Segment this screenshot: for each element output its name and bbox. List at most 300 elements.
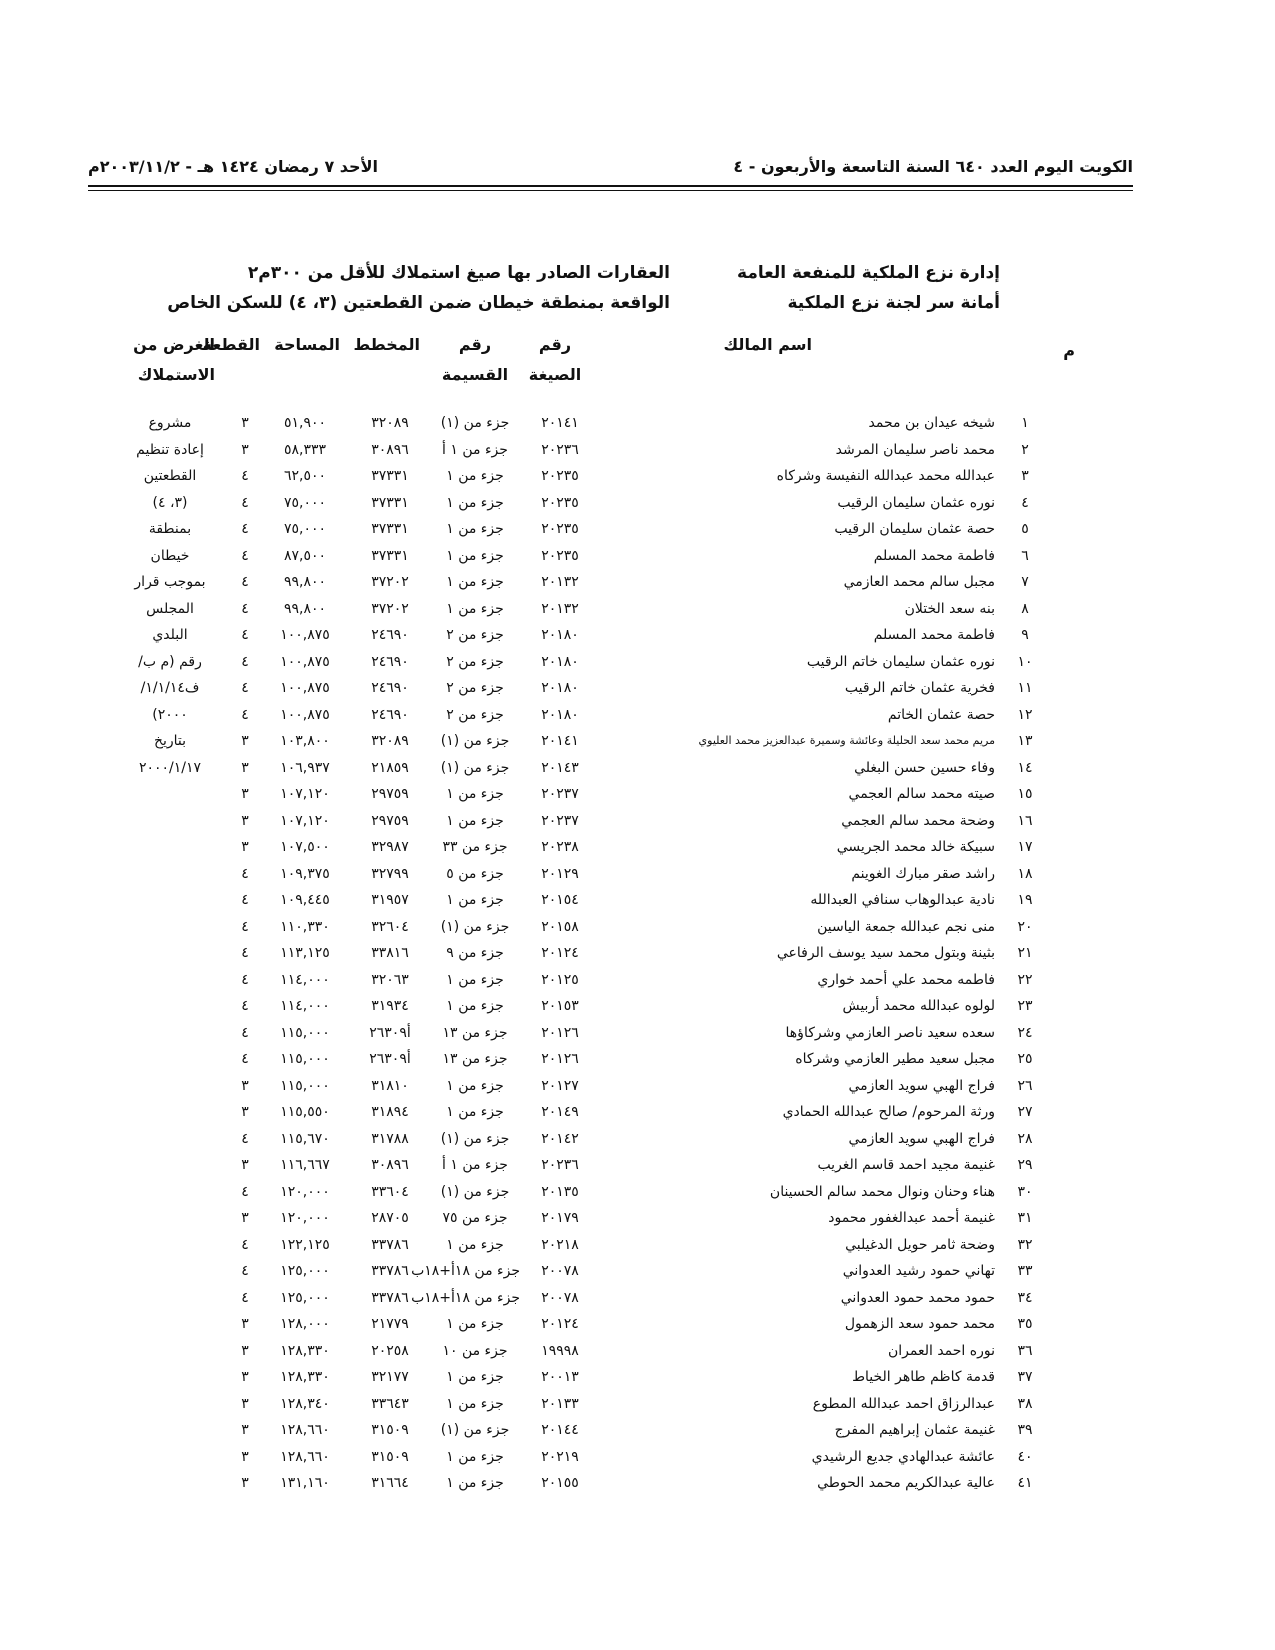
plan-number: ٣٢١٧٧ [371,1369,409,1385]
purpose-text: البلدي [152,627,188,643]
row-number: ٧ [1021,574,1029,590]
table-row [140,940,1040,967]
table-row [140,649,1040,676]
owner-name: حصة عثمان الخاتم [887,706,995,723]
plan-number: ٢٠٢٥٨ [371,1342,409,1359]
plot-number: جزء من (١) [440,759,510,776]
form-header-line-1: رقم [538,335,572,354]
plot-number: جزء من ١ [446,521,504,537]
plot-number: جزء من ١ [446,998,504,1014]
block-number: ٤ [241,1236,249,1253]
plot-number: جزء من ١ [446,812,504,829]
table-row [140,410,1040,437]
plan-number: ٣٢٠٨٩ [371,733,409,749]
plan-number: أ٢٦٣٠٩ [369,1024,411,1041]
block-number: ٤ [241,653,249,670]
area-value: ٦٢,٥٠٠ [283,468,327,484]
area-value: ١٠٧,١٢٠ [280,812,330,829]
row-number: ٣٩ [1017,1422,1033,1438]
purpose-text: خيطان [150,547,190,564]
row-number: ٢٥ [1017,1051,1033,1067]
owner-name: نوره عثمان سليمان الرقيب [837,494,995,511]
form-number: ٢٠٢٣٧ [541,812,579,829]
form-number: ٢٠١٣٢ [541,600,579,617]
block-number: ٣ [241,786,249,802]
block-number: ٤ [241,1130,249,1147]
block-number: ٣ [241,415,249,431]
plan-number: ٣١٧٨٨ [371,1130,409,1147]
owner-name: بثينة وبتول محمد سيد يوسف الرفاعي [776,945,995,961]
purpose-header-line-2: الاستملاك [137,365,215,384]
owner-name: راشد صقر مبارك الغوينم [851,865,995,882]
block-number: ٤ [241,892,249,908]
row-number: ٢٠ [1017,918,1033,935]
plan-number: ٣٧٣٣١ [371,468,409,484]
row-number: ١٦ [1017,812,1033,829]
column-header-form-number [525,330,585,390]
table-row [140,914,1040,941]
plan-number: ٢١٨٥٩ [371,759,409,776]
table-row [140,490,1040,517]
purpose-text: ف١/١/١٤/ [140,680,200,696]
block-number: ٤ [241,627,249,643]
table-row [140,887,1040,914]
form-number: ٢٠٠٧٨ [541,1289,579,1306]
table-row [140,1152,1040,1179]
form-number: ٢٠٢١٨ [541,1236,579,1253]
block-number: ٤ [241,918,249,935]
purpose-text: بمنطقة [148,521,192,537]
plan-number: ٢٤٦٩٠ [371,627,409,643]
area-value: ١٢٨,٦٦٠ [280,1448,330,1465]
owner-name: عالية عبدالكريم محمد الحوطي [817,1475,995,1491]
owner-name: تهاني حمود رشيد العدواني [842,1263,995,1279]
plan-number: ٢٤٦٩٠ [371,653,409,670]
owner-name: هناء وحنان ونوال محمد سالم الحسينان [769,1183,995,1200]
table-row [136,437,1040,464]
block-number: ٣ [241,441,249,458]
plot-number: جزء من ٢ [446,706,504,723]
purpose-text: مشروع [148,415,192,431]
plot-number: جزء من ٩ [446,945,504,961]
owner-name: لولوه عبدالله محمد أربيش [842,998,995,1014]
plan-number: ٢٤٦٩٠ [371,680,409,696]
area-value: ١٢٨,٠٠٠ [280,1316,330,1332]
plan-number: ٣١٦٦٤ [371,1475,409,1491]
block-number: ٤ [241,547,249,564]
row-number: ٢٦ [1017,1077,1033,1094]
area-value: ١١٣,١٢٥ [280,945,330,961]
table-row [140,1020,1040,1047]
form-number: ٢٠١٨٠ [541,706,579,723]
block-number: ٣ [241,1157,249,1173]
table-row [140,1205,1040,1232]
table-row [140,1470,1040,1497]
department-line-1: إدارة نزع الملكية للمنفعة العامة [737,263,1000,283]
document-title [167,258,670,318]
block-number: ٣ [241,759,249,776]
table-row [140,808,1040,835]
block-number: ٤ [241,521,249,537]
owner-name: ورثة المرحوم/ صالح عبدالله الحمادي [782,1104,995,1120]
block-number: ٤ [241,468,249,484]
form-number: ٢٠٢٣٦ [541,441,579,458]
table-row [140,1258,1040,1285]
table-row [140,861,1040,888]
table-row [140,1232,1040,1259]
area-value: ١١٤,٠٠٠ [280,998,330,1014]
row-number: ٩ [1021,627,1029,643]
row-number: ٣٣ [1017,1263,1033,1279]
row-number: ٣٠ [1017,1183,1033,1200]
column-header-area: المساحة [274,335,340,354]
block-number: ٣ [241,1475,249,1491]
plot-number: جزء من ١ أ [442,1157,508,1173]
owner-name: فراج الهبي سويد العازمي [848,1077,995,1094]
plan-number: ٣١٨٩٤ [371,1104,409,1120]
form-number: ٢٠١٥٥ [541,1475,579,1491]
area-value: ٨٧,٥٠٠ [283,547,327,564]
form-number: ٢٠١٢٦ [541,1051,579,1067]
purpose-text: المجلس [146,600,194,617]
owner-name: حصة عثمان سليمان الرقيب [834,521,995,537]
row-number: ١٢ [1017,706,1033,723]
row-number: ٢١ [1017,945,1033,961]
row-number: ٤١ [1017,1475,1033,1491]
plot-header-line-1: رقم [458,335,492,354]
form-number: ٢٠١٤٢ [541,1130,579,1147]
plot-number: جزء من ١٨أ+١٨ب [411,1263,520,1279]
plan-number: ٣٢٩٨٧ [371,839,409,855]
form-number: ٢٠١٢٧ [541,1077,579,1094]
row-number: ١٨ [1017,865,1033,882]
plot-number: جزء من ١ [446,971,504,988]
table-body [134,410,1040,1497]
form-number: ٢٠١٣٢ [541,574,579,590]
plot-number: جزء من ١ [446,1369,504,1385]
area-value: ١١٠,٣٣٠ [280,918,330,935]
plan-number: ٣٣٧٨٦ [371,1236,409,1253]
plot-number: جزء من ١ أ [442,441,508,458]
owner-name: سبيكة خالد محمد الجريسي [836,839,995,855]
plot-number: جزء من ١ [446,892,504,908]
table-row [140,1046,1040,1073]
block-number: ٣ [241,1342,249,1359]
plan-number: ٢٤٦٩٠ [371,706,409,723]
block-number: ٤ [241,680,249,696]
form-number: ٢٠٢٣٥ [541,521,579,537]
purpose-text: إعادة تنظيم [136,441,204,458]
row-number: ٥ [1021,521,1029,537]
owner-name: فاطمه محمد علي أحمد خواري [817,971,995,988]
table-row [140,543,1040,570]
area-value: ١٠٣,٨٠٠ [280,733,330,749]
table-row [140,781,1040,808]
form-number: ٢٠١٤٩ [541,1104,579,1120]
table-row [140,1126,1040,1153]
block-number: ٣ [241,1369,249,1385]
purpose-text: (٣، ٤) [152,494,188,511]
plan-number: ٣٢٠٨٩ [371,415,409,431]
running-header [88,155,1133,187]
plot-number: جزء من ١ [446,600,504,617]
block-number: ٤ [241,1024,249,1041]
plot-header-line-2: القسيمة [441,365,509,384]
form-number: ٢٠١٨٠ [541,653,579,670]
purpose-text: ٢٠٠٠) [152,706,188,723]
owner-name: فراج الهبي سويد العازمي [848,1130,995,1147]
area-value: ١١٥,٠٠٠ [280,1077,330,1094]
title-line-2: الواقعة بمنطقة خيطان ضمن القطعتين (٣، ٤) للسكن الخاص [167,293,670,313]
plan-number: ٣٧٣٣١ [371,494,409,511]
header-issue: الكويت اليوم العدد ٦٤٠ السنة التاسعة والأربعون - ٤ [733,157,1133,176]
area-value: ١٠٧,٥٠٠ [280,839,330,855]
form-number: ٢٠١٢٤ [541,1316,579,1332]
owner-name: شيخه عيدان بن محمد [868,415,995,431]
form-number: ٢٠٢٣٧ [541,786,579,802]
purpose-text: بموجب قرار [134,574,206,590]
area-value: ١٢٨,٣٣٠ [280,1369,330,1385]
area-value: ١١٥,٠٠٠ [280,1051,330,1067]
owner-name: عائشة عبدالهادي جديع الرشيدي [811,1448,995,1465]
row-number: ١١ [1017,680,1033,696]
block-number: ٤ [241,945,249,961]
owner-name: نادية عبدالوهاب سنافي العبدالله [810,892,995,908]
plot-number: جزء من ١ [446,494,504,511]
table-row [140,463,1040,490]
owner-name: بنه سعد الختلان [904,600,995,617]
row-number: ٣٢ [1017,1236,1033,1253]
row-number: ٢٨ [1017,1130,1033,1147]
row-number: ٤٠ [1017,1448,1033,1465]
owner-name: فاطمة محمد المسلم [873,547,995,564]
row-number: ٨ [1021,600,1029,617]
plan-number: ٣٢٠٦٣ [371,971,409,988]
area-value: ١٠٠,٨٧٥ [280,653,330,670]
area-value: ١٠٧,١٢٠ [280,786,330,802]
column-header-purpose [133,330,215,390]
plan-number: ٣١٩٥٧ [371,892,409,908]
table-row [134,569,1040,596]
form-number: ٢٠٢٣٥ [541,547,579,564]
row-number: ٢٧ [1017,1104,1033,1120]
owner-name: مريم محمد سعد الحليلة وعائشة وسميرة عبدالعزيز محمد العليوي [698,734,995,747]
table-row [140,834,1040,861]
area-value: ١٢٠,٠٠٠ [280,1210,330,1226]
block-number: ٣ [241,733,249,749]
form-number: ٢٠١٥٣ [541,998,579,1014]
block-number: ٤ [241,1289,249,1306]
form-number: ٢٠١٥٤ [541,892,579,908]
owner-name: محمد حمود سعد الزهمول [844,1316,995,1332]
plot-number: جزء من ١ [446,786,504,802]
plot-number: جزء من (١) [440,733,510,749]
area-value: ٥٨,٣٣٣ [283,441,327,458]
owner-name: مجبل سالم محمد العازمي [843,574,995,590]
row-number: ١٠ [1017,653,1033,670]
plot-number: جزء من ١ [446,1104,504,1120]
plot-number: جزء من ٥ [446,865,504,882]
block-number: ٤ [241,574,249,590]
plot-number: جزء من ١ [446,1448,504,1465]
plot-number: جزء من ١٣ [442,1024,508,1041]
plot-number: جزء من ١٨أ+١٨ب [411,1289,520,1306]
header-rule [88,190,1133,191]
plan-number: ٣٢٦٠٤ [371,918,409,935]
area-value: ١٠٦,٩٣٧ [280,759,330,776]
table-row [140,755,1040,782]
purpose-text: ٢٠٠٠/١/١٧ [138,759,202,776]
block-number: ٤ [241,998,249,1014]
plot-number: جزء من ١ [446,1475,504,1491]
table-row [140,967,1040,994]
row-number: ٣ [1021,468,1029,484]
form-number: ٢٠١٣٣ [541,1395,579,1412]
column-header-plot-number [440,330,510,390]
table-row [140,1338,1040,1365]
row-number: ١٣ [1017,733,1033,749]
area-value: ١٣١,١٦٠ [280,1475,330,1491]
plot-number: جزء من (١) [440,1183,510,1200]
area-value: ١١٤,٠٠٠ [280,971,330,988]
owner-name: حمود محمد حمود العدواني [840,1289,995,1306]
form-number: ٢٠١٢٥ [541,971,579,988]
owner-name: غنيمة مجيد احمد قاسم الغريب [817,1157,995,1173]
area-value: ١١٥,٥٥٠ [280,1104,330,1120]
form-number: ٢٠١٢٤ [541,945,579,961]
row-number: ١٥ [1017,786,1033,802]
plan-number: ٣٧٢٠٢ [371,574,409,590]
area-value: ١٠٩,٤٤٥ [280,892,330,908]
block-number: ٤ [241,706,249,723]
plot-number: جزء من ١ [446,1236,504,1253]
area-value: ١٠٠,٨٧٥ [280,680,330,696]
plan-number: ٣٣٧٨٦ [371,1289,409,1306]
form-number: ٢٠١٤١ [541,415,579,431]
purpose-text: رقم (م ب/ [138,653,202,670]
row-number: ٣٨ [1017,1395,1033,1412]
plot-number: جزء من (١) [440,1422,510,1438]
form-number: ٢٠٢١٩ [541,1448,579,1465]
plot-number: جزء من ٧٥ [442,1210,508,1226]
block-number: ٣ [241,1210,249,1226]
row-number: ٤ [1021,494,1029,511]
plan-number: ٢٨٧٠٥ [371,1210,409,1226]
row-number: ٣٤ [1017,1289,1033,1306]
block-number: ٣ [241,1395,249,1412]
area-value: ١١٥,٦٧٠ [280,1130,330,1147]
row-number: ٢٤ [1017,1024,1033,1041]
block-number: ٣ [241,1422,249,1438]
area-value: ٧٥,٠٠٠ [283,494,327,511]
area-value: ١١٦,٦٦٧ [280,1157,330,1173]
table-row [140,728,1040,755]
owner-name: عبدالرزاق احمد عبدالله المطوع [812,1395,995,1412]
plot-number: جزء من ٢ [446,680,504,696]
area-value: ١٢٨,٣٣٠ [280,1342,330,1359]
form-number: ٢٠١٧٩ [541,1210,579,1226]
owner-name: غنيمة عثمان إبراهيم المفرج [834,1422,995,1438]
owner-name: نوره عثمان سليمان خاتم الرقيب [806,653,995,670]
plot-number: جزء من ١ [446,574,504,590]
form-header-line-2: الصيغة [528,365,582,384]
block-number: ٤ [241,1051,249,1067]
block-number: ٤ [241,600,249,617]
block-number: ٣ [241,1448,249,1465]
block-number: ٣ [241,1077,249,1094]
row-number: ٢٣ [1017,998,1033,1014]
table-row [140,1364,1040,1391]
area-value: ١٢٠,٠٠٠ [280,1183,330,1200]
department-heading [737,258,1000,318]
area-value: ١٢٨,٦٦٠ [280,1422,330,1438]
table-row [140,1285,1040,1312]
plan-number: ٣١٥٠٩ [371,1422,409,1438]
owner-name: وفاء حسين حسن البغلي [854,759,995,776]
area-value: ١٢٥,٠٠٠ [280,1263,330,1279]
table-row [140,622,1040,649]
block-number: ٤ [241,1263,249,1279]
plot-number: جزء من (١) [440,415,510,431]
block-number: ٣ [241,839,249,855]
owner-name: عبدالله محمد عبدالله النفيسة وشركاه [776,468,995,484]
plan-number: أ٢٦٣٠٩ [369,1051,411,1067]
form-number: ٢٠٠٧٨ [541,1263,579,1279]
plan-number: ٣٣٦٤٣ [371,1395,409,1412]
area-value: ٩٩,٨٠٠ [283,574,327,590]
plot-number: جزء من ١ [446,468,504,484]
form-number: ٢٠٢٣٥ [541,468,579,484]
header-date: الأحد ٧ رمضان ١٤٢٤ هـ - ٢٠٠٣/١١/٢م [88,157,378,176]
area-value: ١١٥,٠٠٠ [280,1024,330,1041]
form-number: ٢٠١٨٠ [541,627,579,643]
area-value: ٧٥,٠٠٠ [283,521,327,537]
form-number: ٢٠٢٣٥ [541,494,579,511]
block-number: ٤ [241,1183,249,1200]
department-line-2: أمانة سر لجنة نزع الملكية [787,293,1000,313]
plot-number: جزء من ١ [446,547,504,564]
area-value: ١٢٨,٣٤٠ [280,1395,330,1412]
plan-number: ٣٣٧٨٦ [371,1263,409,1279]
area-value: ١٠٠,٨٧٥ [280,706,330,723]
purpose-text: بتاريخ [153,733,187,749]
row-number: ٦ [1021,547,1029,564]
plot-number: جزء من (١) [440,1130,510,1147]
owner-name: قدمة كاظم طاهر الخياط [852,1369,995,1385]
plan-number: ٣٠٨٩٦ [371,441,409,458]
owner-name: نوره احمد العمران [887,1342,995,1359]
row-number: ٢ [1021,441,1029,458]
plan-number: ٣٧٣٣١ [371,547,409,564]
owner-name: سعده سعيد ناصر العازمي وشركاؤها [785,1024,995,1041]
table-row [140,1099,1040,1126]
form-number: ٢٠١٨٠ [541,680,579,696]
plan-number: ٣٠٨٩٦ [371,1157,409,1173]
plan-number: ٣١٩٣٤ [371,998,409,1014]
row-number: ١ [1021,415,1029,431]
title-line-1: العقارات الصادر بها صيغ استملاك للأقل من ٣٠٠م٢ [247,263,670,283]
plan-number: ٣١٨١٠ [371,1077,409,1094]
owner-name: محمد ناصر سليمان المرشد [835,441,995,458]
plot-number: جزء من ٢ [446,653,504,670]
plot-number: جزء من ١٠ [442,1342,508,1359]
plan-number: ٣١٥٠٩ [371,1448,409,1465]
row-number: ٣٦ [1017,1342,1033,1359]
column-header-block: القطعة [202,335,260,354]
row-number: ١٧ [1017,839,1033,855]
plan-number: ٢١٧٧٩ [371,1316,409,1332]
row-number: ٣١ [1017,1210,1033,1226]
